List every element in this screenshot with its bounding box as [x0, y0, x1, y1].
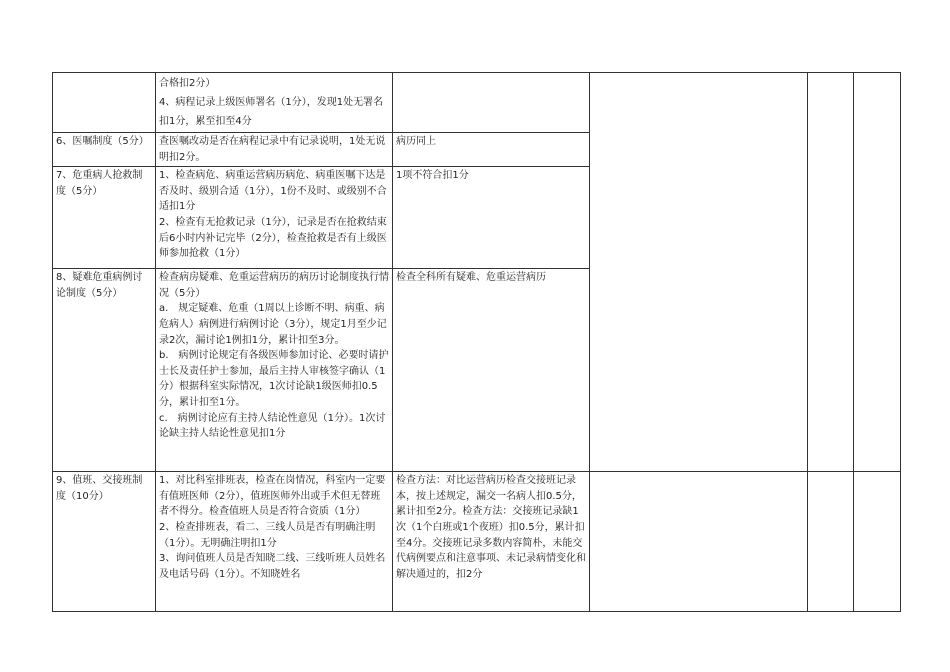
method-cell: 病历同上: [393, 133, 590, 167]
table-row: [53, 73, 901, 133]
method-cell: 检查全科所有疑难、危重运营病历: [393, 269, 590, 472]
method-cell: 检查方法：对比运营病历检查交接班记录本，按上述规定，漏交一名病人扣0.5分，累计扣至2分。检查方法：交接班记录缺1次（1个白班或1个夜班）扣0.5分，累计扣至4分。交接班记录多数内容简朴，未能交代病例要点和注意事项、未记录病情变化和解决通过的，扣2分: [393, 472, 590, 612]
content-line: a. 规定疑难、危重（1周以上诊断不明、病重、病危病人）病例进行病例讨论（3分），规定1月至少记录2次，漏讨论1例扣1分，累计扣至3分。: [159, 303, 387, 346]
item-cell: 9、值班、交接班制度（10分）: [53, 472, 156, 612]
content-cell: [156, 133, 393, 167]
content-line: 查医嘱改动是否在病程记录中有记录说明，1处无说明扣2分。: [159, 136, 386, 163]
content-cell: [156, 73, 393, 133]
content-line: 检查病房疑难、危重运营病历的病历讨论制度执行情况（5分）: [159, 272, 389, 299]
blank-cell: [854, 472, 901, 612]
content-line: b. 病例讨论规定有各级医师参加讨论、必要时请护士长及责任护士参加，最后主持人审核签字确认（1分）根据科室实际情况，1次讨论缺1级医师扣0.5分，累计扣至1分。: [159, 350, 389, 408]
content-line: 3、询问值班人员是否知晓二线、三线听班人员姓名及电话号码（1分）。不知晓姓名: [159, 553, 386, 580]
content-cell: [156, 269, 393, 472]
blank-cell: [854, 73, 901, 472]
content-cell: [156, 472, 393, 612]
content-line: 2、检查有无抢救记录（1分），记录是否在抢救结束后6小时内补记完毕（2分），检查抢救是否有上级医师参加抢救（1分）: [159, 216, 387, 260]
content-line: 1、对比科室排班表，检查在岗情况，科室内一定要有值班医师（2分），值班医师外出或手术但无替班者不得分。检查值班人员是否符合资质（1分）: [159, 475, 386, 518]
blank-cell: [808, 73, 854, 472]
item-cell: 6、医嘱制度（5分）: [53, 133, 156, 167]
blank-cell: [590, 472, 808, 612]
blank-cell: [590, 73, 808, 472]
item-cell: 7、危重病人抢救制度（5分）: [53, 167, 156, 269]
assessment-table: [52, 72, 901, 612]
item-cell: 8、疑难危重病例讨论制度（5分）: [53, 269, 156, 472]
content-line: c. 病例讨论应有主持人结论性意见（1分）。1次讨论缺主持人结论性意见扣1分: [159, 412, 386, 440]
content-line: 1、检查病危、病重运营病历病危、病重医嘱下达是否及时、级别合适（1分），1份不及时、或级别不合适扣1分: [159, 170, 387, 213]
content-line: 4、病程记录上级医师署名（1分），发现1处无署名扣1分，累至扣至4分: [159, 97, 384, 127]
content-line: 合格扣2分）: [159, 78, 216, 89]
item-cell: [53, 73, 156, 133]
content-line: 2、检查排班表，看二、三线人员是否有明确注明（1分）。无明确注明扣1分: [159, 521, 376, 549]
method-cell: 1项不符合扣1分: [393, 167, 590, 269]
content-cell: [156, 167, 393, 269]
method-cell: [393, 73, 590, 133]
blank-cell: [808, 472, 854, 612]
table-row: [53, 472, 901, 612]
